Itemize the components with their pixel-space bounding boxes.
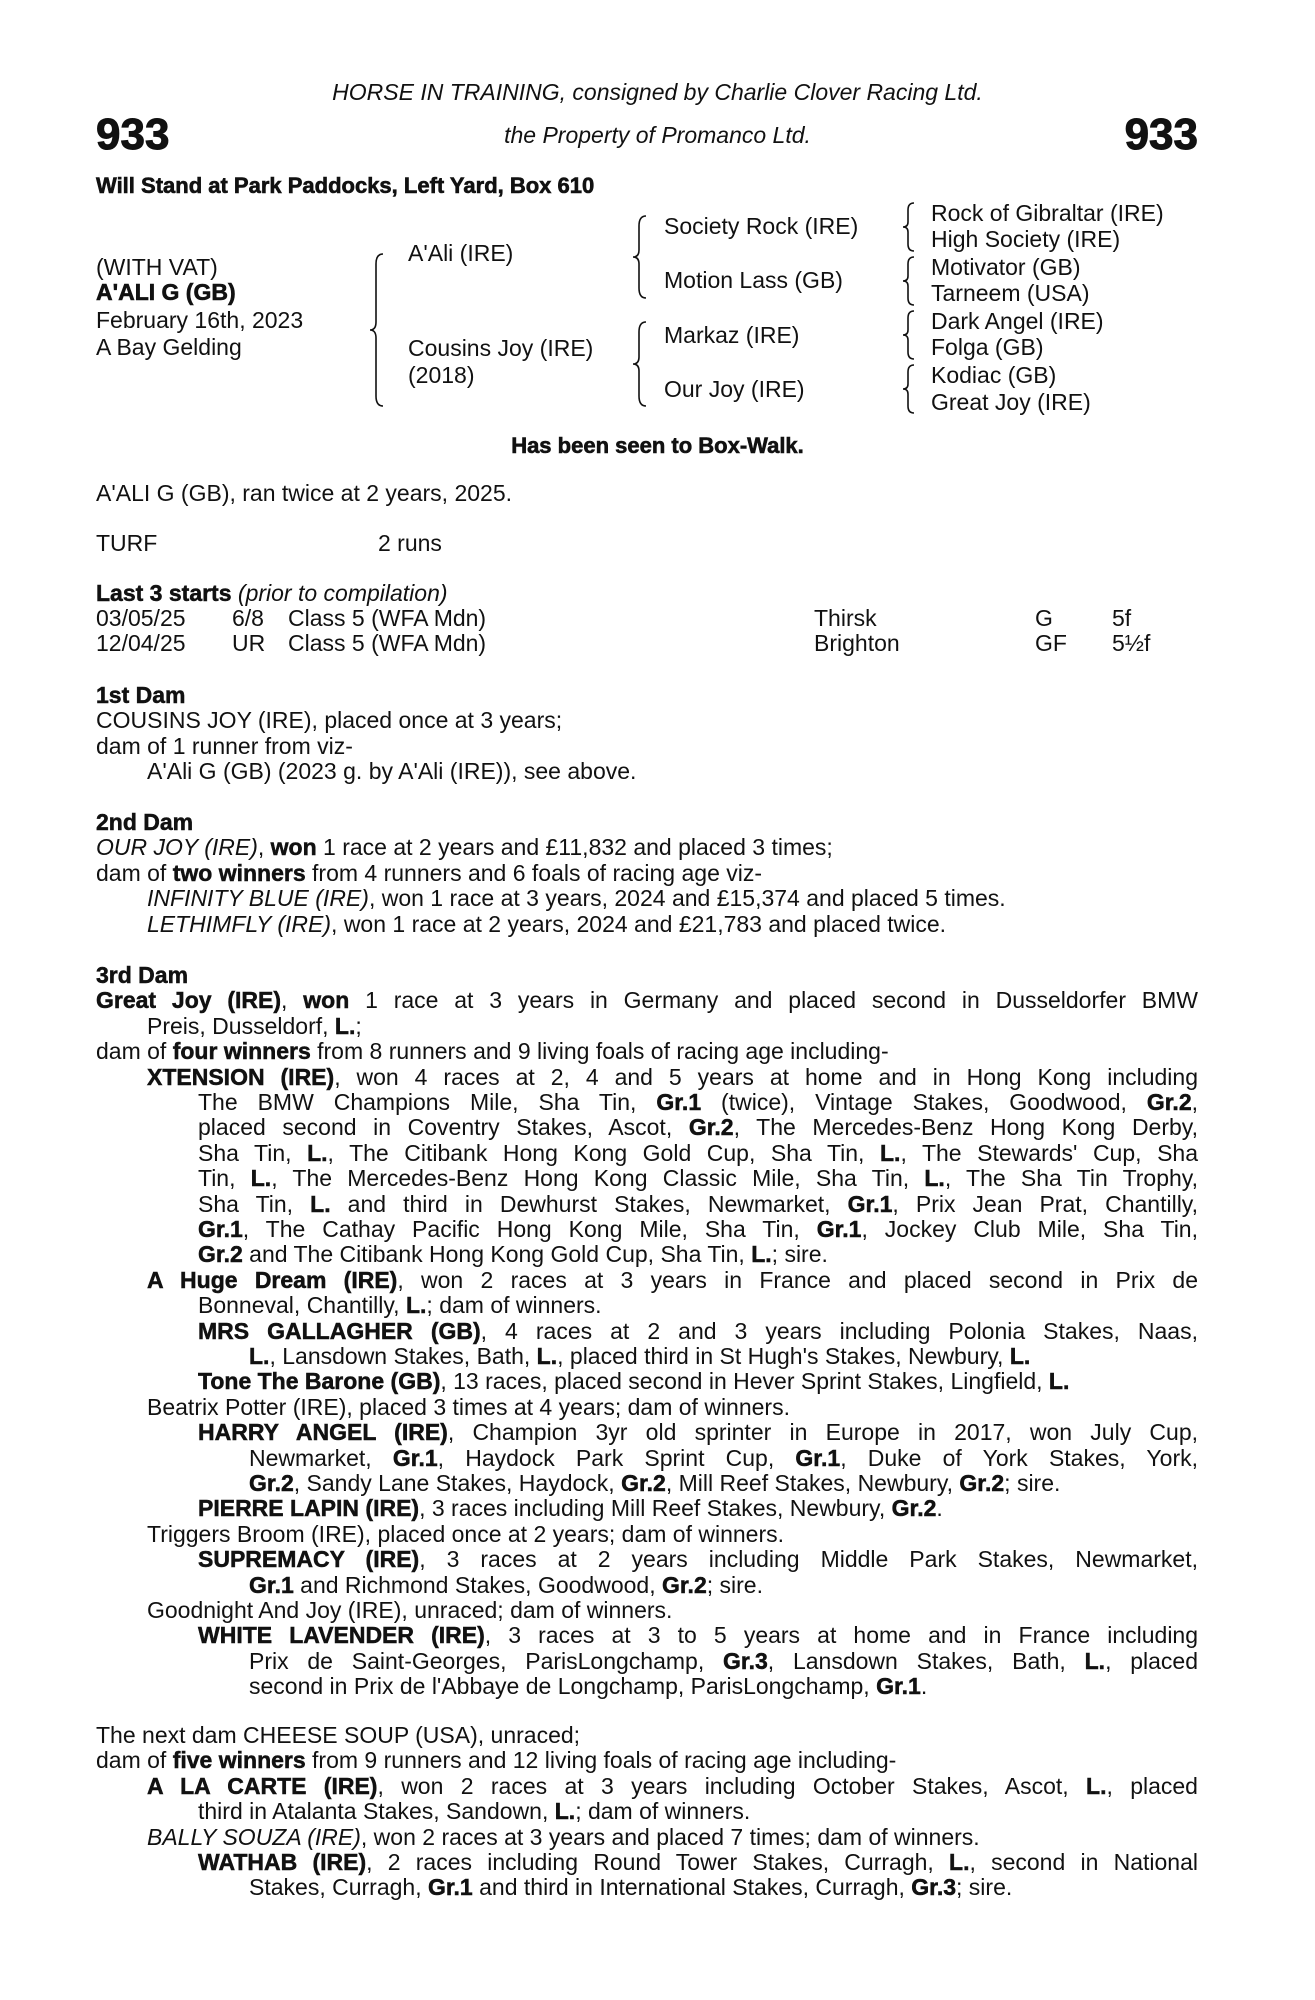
bold-text: L. [924,1165,945,1192]
dam-year: (2018) [408,362,475,388]
entry-line [96,1496,1198,1521]
bold-text: two winners [172,859,306,886]
bold-text: L. [307,1139,328,1166]
last-starts-title [96,581,448,606]
dam-sire: Markaz (IRE) [664,322,800,348]
entry-line [96,1420,1198,1445]
bold-text: MRS GALLAGHER (GB) [198,1317,481,1344]
bold-text: four winners [172,1038,311,1065]
entry-line [96,1319,1198,1344]
bold-text: Gr.2 [249,1469,294,1496]
text: , The Citibank Hong Kong Gold Cup, Sha Tin, [327,1139,880,1166]
bold-text: L. [334,1012,356,1039]
pedigree-entry [96,1547,1198,1598]
second-dam-section [96,810,1198,937]
pedigree-entry [96,1319,1198,1370]
text: , 3 races at 2 years including Middle Park Stakes, Newmarket, [419,1546,1198,1573]
entry-line [96,1242,1198,1267]
text: Goodnight And Joy (IRE), unraced; dam of winners. [147,1596,673,1623]
text: , won 2 races at 3 years in France and placed second in Prix de [397,1266,1198,1293]
text: , Lansdown Stakes, Bath, [767,1647,1085,1674]
text: . [920,1673,928,1700]
ancestor: High Society (IRE) [931,226,1121,252]
text: , placed [1106,1772,1198,1799]
text: , Prix Jean Prat, Chantilly, [892,1190,1198,1217]
text: , won 1 race at 3 years, 2024 and £15,374 and placed 5 times. [368,885,1006,912]
entry-line [96,1623,1198,1648]
entry-line [96,708,1198,733]
text: ; [355,1012,362,1039]
text: , 3 races at 3 to 5 years at home and in France including [484,1622,1199,1649]
bold-text: Gr.1 [876,1673,921,1700]
text: , placed third in St Hugh's Stakes, Newbury, [557,1342,1010,1369]
entry-line [96,759,1198,784]
text: Stakes, Curragh, [249,1874,428,1901]
bold-text: L. [554,1798,576,1825]
text: , 13 races, placed second in Hever Sprint Stakes, Lingfield, [440,1368,1049,1395]
ancestor: Great Joy (IRE) [931,389,1091,415]
bold-text: Gr.1 [198,1215,243,1242]
text: dam of [96,859,173,886]
bold-text: won [270,834,317,861]
text: , The Mercedes-Benz Hong Kong Derby, [733,1114,1198,1141]
text: , The Stewards' Cup, Sha [900,1139,1199,1166]
text: , 3 races including Mill Reef Stakes, Newbury, [419,1495,892,1522]
entry-line [96,1141,1198,1166]
entry-line [96,1875,1198,1900]
italic-text: OUR JOY (IRE) [96,834,258,861]
dam-dam: Our Joy (IRE) [664,376,805,402]
dam: Cousins Joy (IRE) [408,335,594,361]
text: dam of 1 runner from viz- [96,732,353,759]
pedigree-entry [96,861,1198,886]
start-class: Class 5 (WFA Mdn) [288,605,487,631]
brace-dam [633,322,646,406]
pedigree-entry [96,1748,1198,1773]
bold-text: Gr.1 [427,1874,473,1901]
text: ; dam of winners. [575,1798,751,1825]
bold-text: L. [536,1342,558,1369]
entry-line [96,1166,1198,1191]
start-row [0,606,1315,632]
bold-text: L. [310,1190,331,1217]
property-line: the Property of Promanco Ltd. [504,122,811,148]
bold-text: Gr.2 [959,1469,1005,1496]
bold-text: Gr.2 [661,1571,707,1598]
text: , 2 races including Round Tower Stakes, Curragh, [366,1849,950,1876]
entry-line [96,1850,1198,1875]
bold-text: Gr.3 [911,1874,957,1901]
vat-note: (WITH VAT) [96,254,218,280]
text: , won 2 races at 3 years and placed 7 times; dam of winners. [360,1823,980,1850]
bold-text: L. [1048,1368,1070,1395]
text: , Champion 3yr old sprinter in Europe in 2017, won July Cup, [447,1419,1198,1446]
entry-line [96,912,1198,937]
bold-text: XTENSION (IRE) [147,1063,335,1090]
text: A'Ali G (GB) (2023 g. by A'Ali (IRE)), see above. [147,758,637,785]
pedigree-entry [96,759,1198,784]
bold-text: won [303,987,350,1014]
text: , 4 races at 2 and 3 years including Polonia Stakes, Naas, [480,1317,1198,1344]
text: Triggers Broom (IRE), placed once at 2 years; dam of winners. [147,1520,785,1547]
entry-line [96,1090,1198,1115]
text: , Mill Reef Stakes, Newbury, [665,1469,960,1496]
text: ; sire. [706,1571,763,1598]
text: , [1191,1089,1199,1115]
consignment-line: HORSE IN TRAINING, consigned by Charlie Clover Racing Ltd. [332,79,983,105]
entry-line [96,734,1198,759]
bold-text: SUPREMACY (IRE) [198,1546,420,1573]
entry-line [96,1039,1198,1064]
start-date: 03/05/25 [96,605,186,631]
text: and third in International Stakes, Curragh, [472,1874,912,1901]
entry-line [96,1649,1198,1674]
surface-label: TURF [96,530,158,556]
bold-text: L. [1084,1647,1106,1674]
section-heading: 1st Dam [96,682,186,708]
text: Tin, [198,1165,251,1192]
text: third in Atalanta Stakes, Sandown, [198,1798,555,1825]
pedigree-entry [96,886,1198,911]
text: , second in National [969,1849,1199,1876]
pedigree-entry [96,1420,1198,1496]
text: and Richmond Stakes, Goodwood, [293,1571,662,1598]
text: Beatrix Potter (IRE), placed 3 times at 4 years; dam of winners. [147,1393,790,1420]
last-starts-note: (prior to compilation) [237,580,448,606]
horse-name: A'ALI G (GB) [96,279,236,305]
text: Bonneval, Chantilly, [198,1292,406,1319]
entry-line [96,1825,1198,1850]
bold-text: Gr.2 [621,1469,666,1496]
surface-runs: 2 runs [378,530,442,556]
third-dam-section [96,963,1198,1700]
pedigree-entry [96,734,1198,759]
text: 1 race at 3 years in Germany and placed second in Dusseldorfer BMW [349,987,1199,1014]
entry-line [96,1065,1198,1090]
text: , The Sha Tin Trophy, [944,1165,1198,1192]
entry-line [96,1522,1198,1547]
start-pos: UR [232,630,266,657]
entry-line [96,1598,1198,1623]
bold-text: Gr.1 [656,1089,702,1115]
bold-text: Gr.2 [688,1114,734,1141]
text: , Jockey Club Mile, Sha Tin, [861,1215,1198,1242]
text: , Lansdown Stakes, Bath, [269,1342,537,1369]
text: COUSINS JOY (IRE), placed once at 3 years; [96,707,563,734]
bold-text: L. [1086,1772,1107,1799]
text: , The Mercedes-Benz Hong Kong Classic Mile, Sha Tin, [271,1165,925,1192]
bold-text: Tone The Barone (GB) [198,1368,441,1395]
entry-line [96,861,1198,886]
text: Sha Tin, [198,1190,311,1217]
next-dam-section [96,1723,1198,1901]
bold-text: HARRY ANGEL (IRE) [198,1419,448,1446]
pedigree-entry [96,1369,1198,1394]
start-date: 12/04/25 [96,630,186,657]
bold-text: A Huge Dream (IRE) [147,1266,398,1293]
start-class: Class 5 (WFA Mdn) [288,630,487,657]
text: , won 2 races at 3 years including October Stakes, Ascot, [377,1772,1087,1799]
text: 1 race at 2 years and £11,832 and placed 3 times; [316,834,833,861]
text: (twice), Vintage Stakes, Goodwood, [701,1089,1147,1115]
pedigree-entry [96,835,1198,860]
text: placed second in Coventry Stakes, Ascot, [198,1114,689,1141]
section-heading: 3rd Dam [96,962,189,988]
entry-line [96,835,1198,860]
bold-text: PIERRE LAPIN (IRE) [198,1495,420,1522]
text: , placed [1105,1647,1199,1674]
bold-text: Gr.2 [891,1495,937,1522]
bold-text: Great Joy (IRE) [96,987,282,1014]
text: , [257,834,271,861]
entry-line [96,1547,1198,1572]
section-heading: 2nd Dam [96,809,194,835]
text: Prix de Saint-Georges, ParisLongchamp, [249,1647,724,1674]
text: , Sandy Lane Stakes, Haydock, [293,1469,622,1496]
text: ; sire. [1004,1469,1061,1496]
bold-text: L. [405,1292,427,1319]
pedigree-entry [96,1598,1198,1623]
bold-text: L. [1009,1342,1031,1369]
pedigree-entry [96,1774,1198,1825]
text: dam of [96,1747,173,1774]
pedigree-entry [96,1496,1198,1521]
entry-line [96,1395,1198,1420]
bold-text: Gr.1 [847,1190,893,1217]
entry-line [96,1268,1198,1293]
bold-text: Gr.3 [723,1647,768,1674]
entry-line [96,1674,1198,1699]
start-going: GF [1035,630,1067,657]
box-walk-notice: Has been seen to Box-Walk. [511,433,804,458]
last-starts-heading: Last 3 starts [96,580,232,606]
lot-number-left: 933 [96,110,170,159]
start-dist: 5½f [1112,630,1151,657]
entry-line [96,1471,1198,1496]
entry-line [96,1748,1198,1773]
racing-summary: A'ALI G (GB), ran twice at 2 years, 2025. [96,480,513,506]
entry-line [96,1774,1198,1799]
entry-line [96,1115,1198,1140]
pedigree-entry [96,1850,1198,1901]
text: The BMW Champions Mile, Sha Tin, [198,1089,657,1115]
text: Preis, Dusseldorf, [147,1012,335,1039]
lot-number-right: 933 [1124,110,1198,159]
start-row [0,631,1315,657]
bold-text: L. [949,1849,970,1876]
bold-text: A LA CARTE (IRE) [147,1772,378,1799]
horse-description: A Bay Gelding [96,334,242,360]
bold-text: Gr.2 [1146,1089,1192,1115]
italic-text: LETHIMFLY (IRE) [147,910,332,937]
text: dam of [96,1038,173,1065]
pedigree-entry [96,912,1198,937]
text: , Duke of York Stakes, York, [840,1444,1198,1471]
ancestor: Rock of Gibraltar (IRE) [931,200,1164,226]
pedigree-entry [96,1395,1198,1420]
stabling-location: Will Stand at Park Paddocks, Left Yard, Box 610 [96,173,595,198]
bold-text: L. [249,1342,270,1369]
entry-line [96,1573,1198,1598]
start-venue: Brighton [814,630,900,657]
text: from 9 runners and 12 living foals of racing age including- [305,1747,897,1774]
bold-text: Gr.2 [198,1241,243,1268]
entry-line [96,1217,1198,1242]
ancestor: Folga (GB) [931,334,1044,360]
pedigree-entry [96,1065,1198,1268]
text: The next dam CHEESE SOUP (USA), unraced; [96,1722,581,1748]
bold-text: L. [751,1241,772,1268]
text: , won 4 races at 2, 4 and 5 years at home and in Hong Kong including [334,1063,1198,1090]
pedigree-entry [96,1723,1198,1748]
text: and third in Dewhurst Stakes, Newmarket, [330,1190,848,1217]
ancestor: Motivator (GB) [931,254,1081,280]
entry-line [96,886,1198,911]
bold-text: WHITE LAVENDER (IRE) [198,1622,485,1649]
entry-line [96,1799,1198,1824]
brace-sire [633,216,646,298]
bold-text: L. [250,1165,272,1192]
text: ; dam of winners. [426,1292,602,1319]
start-venue: Thirsk [814,605,877,631]
entry-line [96,1369,1198,1394]
bold-text: Gr.1 [392,1444,438,1471]
entry-line [96,1723,1198,1748]
bold-text: Gr.1 [795,1444,841,1471]
sire: A'Ali (IRE) [408,240,514,266]
first-dam-section [96,683,1198,785]
foaling-date: February 16th, 2023 [96,307,304,333]
text: , Haydock Park Sprint Cup, [437,1444,796,1471]
pedigree-entry [96,708,1198,733]
pedigree-entry [96,1268,1198,1319]
bold-text: five winners [172,1747,306,1774]
start-pos: 6/8 [232,605,264,631]
pedigree-entry [96,1623,1198,1699]
pedigree-entry [96,1039,1198,1064]
text: ; sire. [771,1241,828,1268]
brace-main [370,254,383,406]
entry-line [96,1344,1198,1369]
text: second in Prix de l'Abbaye de Longchamp, ParisLongchamp, [249,1673,877,1700]
pedigree-entry [96,1522,1198,1547]
text: . [936,1495,943,1522]
ancestor: Dark Angel (IRE) [931,308,1104,334]
text: Newmarket, [249,1444,393,1471]
sire-sire: Society Rock (IRE) [664,213,859,239]
ancestor: Kodiac (GB) [931,362,1057,388]
sire-dam: Motion Lass (GB) [664,267,843,293]
text: , [281,987,304,1014]
entry-line [96,1293,1198,1318]
bold-text: WATHAB (IRE) [198,1849,367,1876]
bold-text: Gr.1 [816,1215,862,1242]
text: from 8 runners and 9 living foals of racing age including- [310,1038,889,1065]
bold-text: Gr.1 [249,1571,294,1598]
italic-text: INFINITY BLUE (IRE) [147,885,369,912]
pedigree-entry [96,1825,1198,1850]
start-dist: 5f [1112,605,1132,631]
start-going: G [1035,605,1053,631]
italic-text: BALLY SOUZA (IRE) [147,1823,361,1850]
entry-line [96,1014,1198,1039]
entry-line [96,988,1198,1013]
text: , won 1 race at 2 years, 2024 and £21,783 and placed twice. [331,910,947,937]
text: Sha Tin, [198,1139,308,1166]
ancestor: Tarneem (USA) [931,280,1090,306]
bold-text: L. [880,1139,901,1166]
text: ; sire. [956,1874,1013,1901]
surface-record [0,531,1315,557]
text: , The Cathay Pacific Hong Kong Mile, Sha Tin, [242,1215,817,1242]
entry-line [96,1192,1198,1217]
pedigree-entry [96,988,1198,1039]
entry-line [96,1446,1198,1471]
text: from 4 runners and 6 foals of racing age viz- [305,859,763,886]
text: and The Citibank Hong Kong Gold Cup, Sha Tin, [242,1241,752,1268]
